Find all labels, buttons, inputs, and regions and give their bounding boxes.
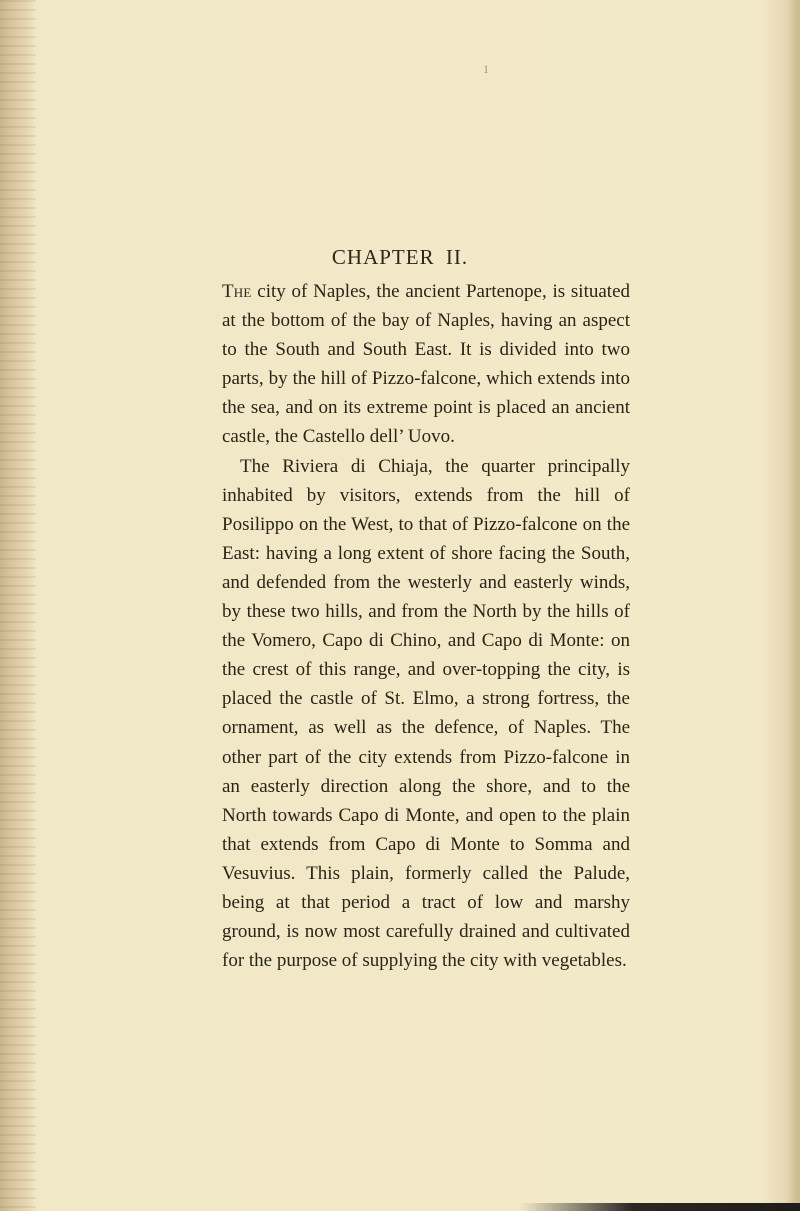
book-binding-edge (0, 0, 36, 1211)
lead-word: The (222, 281, 252, 302)
page-number: 1 (483, 62, 489, 76)
chapter-heading: CHAPTER II. (331, 245, 469, 269)
first-paragraph (222, 277, 630, 452)
body-text (222, 277, 630, 975)
page-bottom-shadow (520, 1203, 800, 1211)
first-paragraph-text: city of Naples, the ancient Partenope, is situated at the bottom of the bay of Naples, having an aspect to the South and South East. It is divided into two parts, by the hill of Pizzo-falcone, which extends into the sea, and on its extreme point is placed an ancient castle, the Castello dell’ Uovo. (222, 281, 630, 448)
page-right-edge (788, 0, 800, 1211)
second-paragraph: The Riviera di Chiaja, the quarter principally inhabited by visitors, extends from the hill of Posilippo on the West, to that of Pizzo-falcone on the East: having a long extent of shore facing the South, and defended from the westerly and easterly winds, by these two hills, and from the North by the hills of the Vomero, Capo di Chino, and Capo di Monte: on the crest of this range, and over-topping the city, is placed the castle of St. Elmo, a strong fortress, the ornament, as well as the defence, of Naples. The other part of the city extends from Pizzo-falcone in an easterly direction along the shore, and to the North towards Capo di Monte, and open to the plain that extends from Capo di Monte to Somma and Vesuvius. This plain, formerly called the Palude, being at that period a tract of low and marshy ground, is now most carefully drained and cultivated for the purpose of supplying the city with vegetables. (222, 455, 630, 972)
